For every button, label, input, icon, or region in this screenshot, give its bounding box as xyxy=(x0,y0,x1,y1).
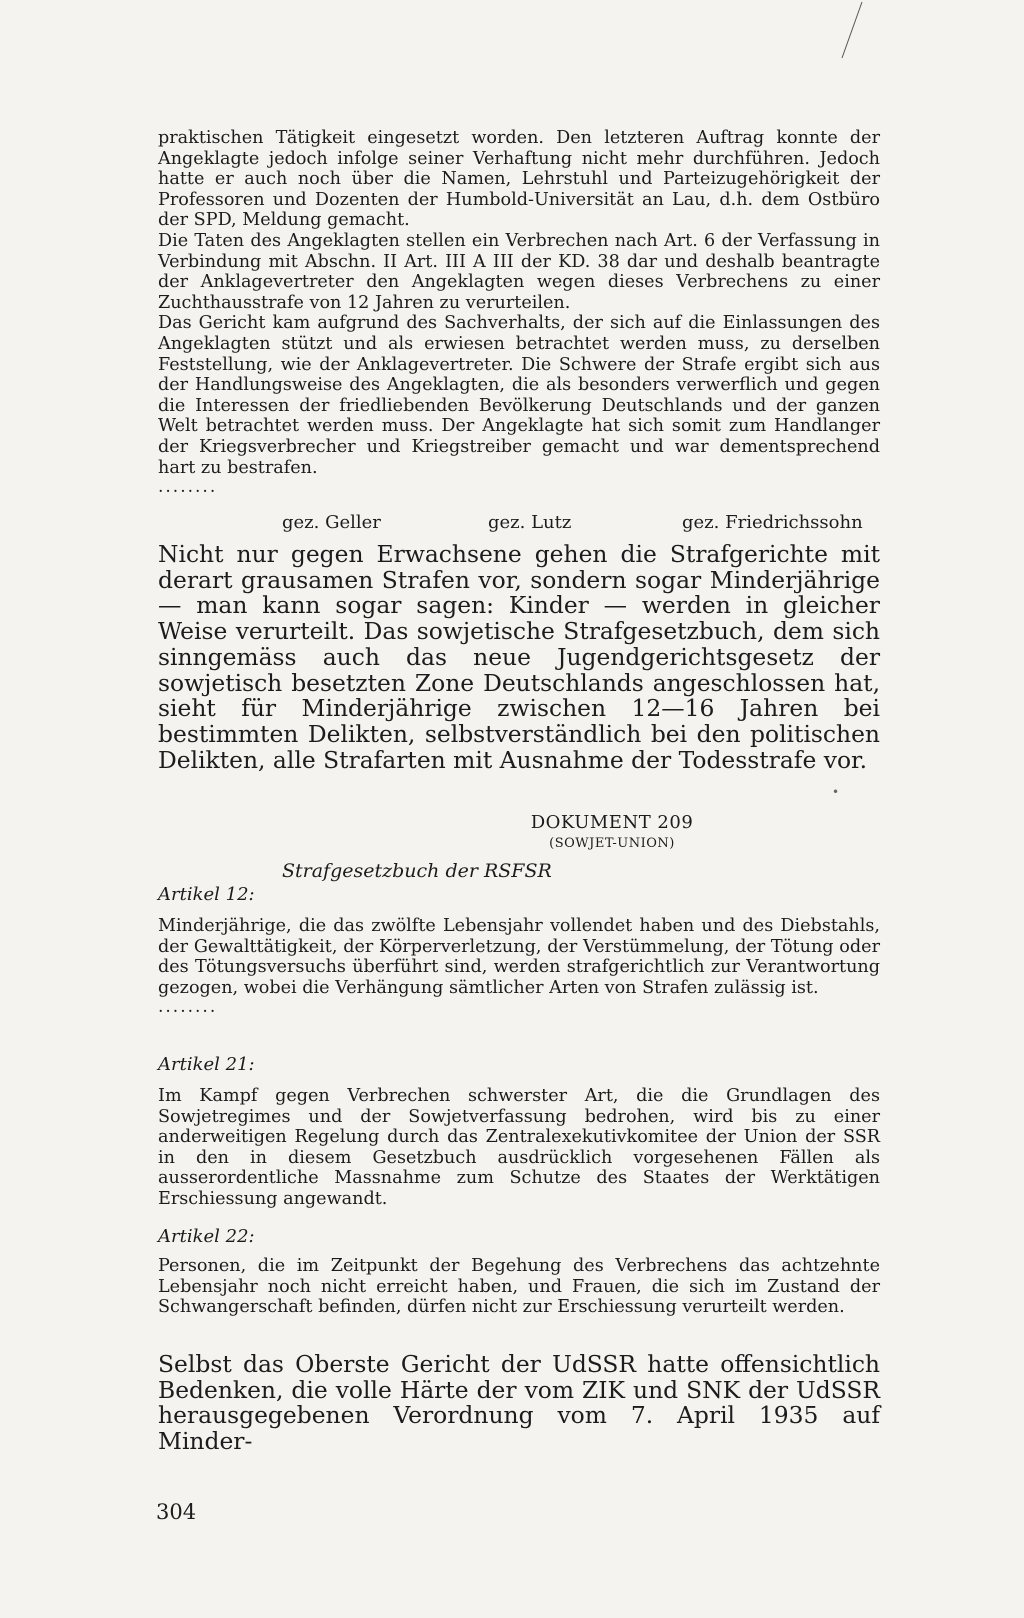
ruling-paragraph-1: praktischen Tätigkeit eingesetzt worden. Den letzteren Auftrag konnte der Angeklagte jedoch infolge seiner Verhaftung nicht mehr durchführen. Jedoch hatte er auch noch über die Namen, Lehrstuhl und Parteizugehörigkeit der Professoren und Dozenten der Humbold-Universität an Lau, d.h. dem Ostbüro der SPD, Meldung gemacht. xyxy=(158,128,880,231)
pencil-mark xyxy=(822,0,882,70)
omission-ellipsis: ........ xyxy=(158,477,218,498)
article-21-body: Im Kampf gegen Verbrechen schwerster Art, die die Grundlagen des Sowjetregimes und der Sowjetverfassung bedrohen, wird bis zu einer anderweitigen Regelung durch das Zentralexekutivkomitee der Union der SSR in den in diesem Gesetzbuch ausdrücklich vorgesehenen Fällen als ausserordentliche Massnahme zum Schutze des Staates der Werktätigen Erschiessung angewandt. xyxy=(158,1086,880,1209)
article-21-text xyxy=(158,1086,880,1210)
ruling-paragraph-3: Das Gericht kam aufgrund des Sachverhalts, der sich auf die Einlassungen des Angeklagten stützt und als erwiesen betrachtet werden muss, zu derselben Feststellung, wie der Anklagevertreter. Die Schwere der Strafe ergibt sich aus der Handlungsweise des Angeklagten, die als besonders verwerflich und gegen die Interessen der friedliebenden Bevölkerung Deutschlands und der ganzen Welt betrachtet werden muss. Der Angeklagte hat sich somit zum Handlanger der Kriegsverbrecher und Kriegstreiber gemacht und war dementsprechend hart zu bestrafen. xyxy=(158,313,880,478)
signature-lutz: gez. Lutz xyxy=(488,512,572,533)
signature-friedrichssohn: gez. Friedrichssohn xyxy=(682,512,863,533)
article-12-body: Minderjährige, die das zwölfte Lebensjahr vollendet haben und des Diebstahls, der Gewalttätigkeit, der Körperverletzung, der Verstümmelung, der Tötung oder des Tötungsversuchs überführt sind, werden strafgerichtlich zur Verantwortung gezogen, wobei die Verhängung sämtlicher Arten von Strafen zulässig ist. xyxy=(158,916,880,998)
article-12-label: Artikel 12: xyxy=(158,884,255,905)
article-12-ellipsis: ........ xyxy=(158,997,218,1018)
document-title: Strafgesetzbuch der RSFSR xyxy=(282,860,552,882)
ruling-paragraph-2: Die Taten des Angeklagten stellen ein Verbrechen nach Art. 6 der Verfassung in Verbindung mit Abschn. II Art. III A III der KD. 38 dar und deshalb beantragte der Anklagevertreter den Angeklagten wegen dieses Verbrechens zu einer Zuchthausstrafe von 12 Jahren zu verurteilen. xyxy=(158,230,880,313)
court-ruling-excerpt xyxy=(158,128,880,496)
article-22-body: Personen, die im Zeitpunkt der Begehung des Verbrechens das achtzehnte Lebensjahr noch nicht erreicht haben, und Frauen, die sich im Zustand der Schwangerschaft befinden, dürfen nicht zur Erschiessung verurteilt werden. xyxy=(158,1256,880,1318)
article-21-label: Artikel 21: xyxy=(158,1054,255,1075)
article-22-label: Artikel 22: xyxy=(158,1226,255,1247)
page-number: 304 xyxy=(156,1500,197,1524)
signature-geller: gez. Geller xyxy=(282,512,381,533)
document-subheading: (SOWJET-UNION) xyxy=(549,836,675,851)
stray-mark: • xyxy=(832,785,840,799)
article-22-text xyxy=(158,1256,880,1318)
commentary-paragraph-2: Selbst das Oberste Gericht der UdSSR hatte offensichtlich Bedenken, die volle Härte der vom ZIK und SNK der UdSSR herausgegebenen Verordnung vom 7. April 1935 auf Minder- xyxy=(158,1350,880,1456)
document-heading: DOKUMENT 209 xyxy=(530,812,694,833)
article-12-text xyxy=(158,916,880,1016)
commentary-paragraph-1: Nicht nur gegen Erwachsene gehen die Strafgerichte mit derart grausamen Strafen vor, sondern sogar Minderjährige — man kann sogar sagen: Kinder — werden in gleicher Weise verurteilt. Das sowjetische Strafgesetzbuch, dem sich sinngemäss auch das neue Jugendgerichtsgesetz der sowjetisch besetzten Zone Deutschlands angeschlossen hat, sieht für Minderjährige zwischen 12—16 Jahren bei bestimmten Delikten, selbstverständlich bei den politischen Delikten, alle Strafarten mit Ausnahme der Todesstrafe vor. xyxy=(158,540,880,774)
